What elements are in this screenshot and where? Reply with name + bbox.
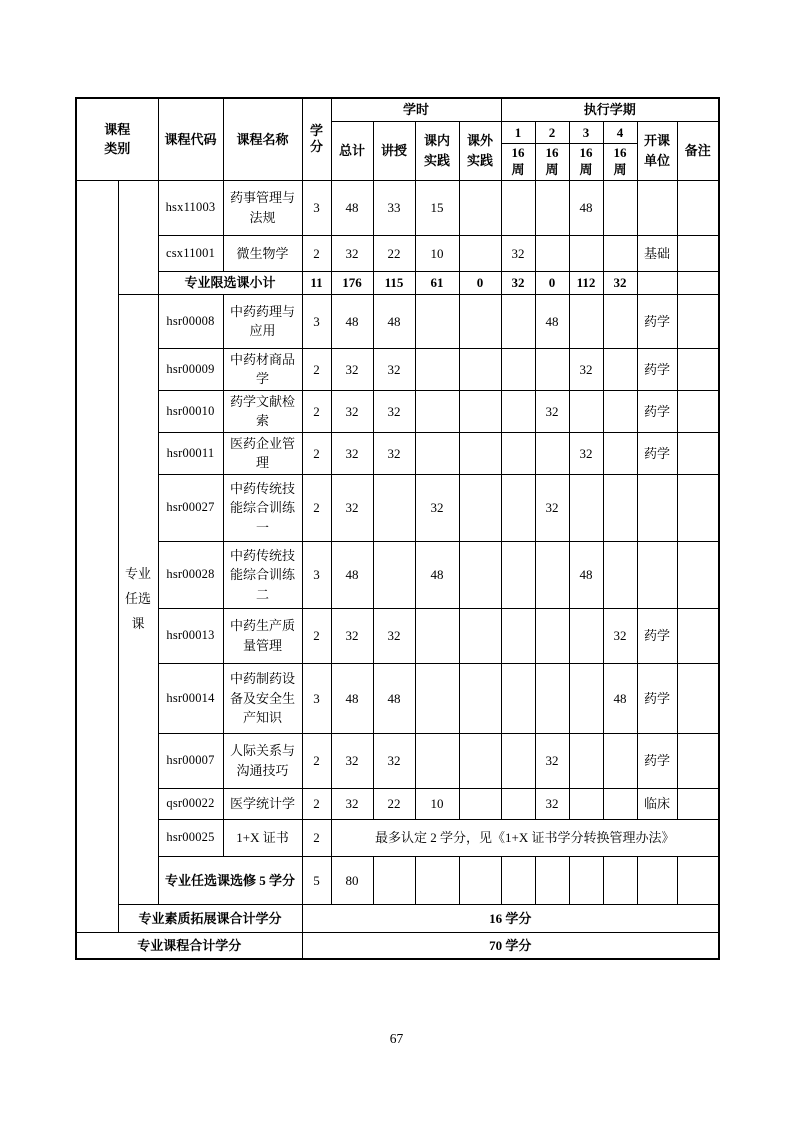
cell-remark: [677, 180, 719, 235]
cell-hours-total: 32: [331, 788, 373, 819]
cell-sem-3: [569, 390, 603, 432]
cell-course-name: 药学文献检索: [223, 390, 302, 432]
col-header-code: 课程代码: [158, 98, 223, 180]
cell-sem-4: [603, 788, 637, 819]
cell-course-code: hsr00008: [158, 294, 223, 348]
cell-sem-4: [603, 733, 637, 788]
total-value: 70 学分: [302, 932, 719, 959]
cell-practice-in: [415, 856, 459, 904]
cell-course-name: 人际关系与沟通技巧: [223, 733, 302, 788]
cell-hours-lecture: [373, 856, 415, 904]
cell-remark: [677, 788, 719, 819]
cell-hours-total: 48: [331, 663, 373, 733]
col-header-practice-out: 课外实践: [459, 121, 501, 180]
cell-practice-out: 0: [459, 271, 501, 294]
cell-sem-2: [535, 180, 569, 235]
cell-sem-1: [501, 541, 535, 608]
cell-sem-2: [535, 348, 569, 390]
cell-sem-1: [501, 432, 535, 474]
cell-practice-out: [459, 541, 501, 608]
cell-sem-2: 32: [535, 474, 569, 541]
course-row-certificate: [76, 819, 719, 856]
col-header-practice-in: 课内实践: [415, 121, 459, 180]
course-row: [76, 432, 719, 474]
cell-credit: 5: [302, 856, 331, 904]
cell-course-code: hsr00014: [158, 663, 223, 733]
cell-sem-2: 32: [535, 390, 569, 432]
course-row: [76, 180, 719, 235]
cell-credit: 2: [302, 474, 331, 541]
cell-practice-in: [415, 733, 459, 788]
cell-unit: 药学: [637, 663, 677, 733]
cell-hours-lecture: 115: [373, 271, 415, 294]
cell-course-name: 中药生产质量管理: [223, 608, 302, 663]
cell-sem-2: 32: [535, 733, 569, 788]
course-row: [76, 348, 719, 390]
cell-hours-lecture: 48: [373, 294, 415, 348]
cell-course-name: 中药药理与应用: [223, 294, 302, 348]
cell-sem-3: 32: [569, 432, 603, 474]
col-header-name: 课程名称: [223, 98, 302, 180]
cell-practice-out: [459, 432, 501, 474]
cell-sem-4: [603, 541, 637, 608]
cell-course-name: 药事管理与法规: [223, 180, 302, 235]
cell-practice-out: [459, 663, 501, 733]
cell-sem-2: 0: [535, 271, 569, 294]
subtotal-row-professional-electives: [76, 856, 719, 904]
cell-unit: [637, 541, 677, 608]
col-header-semester-group: 执行学期: [501, 98, 719, 121]
cell-course-code: hsr00013: [158, 608, 223, 663]
cell-unit: 药学: [637, 432, 677, 474]
cell-unit: 药学: [637, 733, 677, 788]
cell-credit: 2: [302, 235, 331, 271]
cell-remark: [677, 856, 719, 904]
cell-remark: [677, 294, 719, 348]
cell-unit: [637, 474, 677, 541]
cell-sem-2: 48: [535, 294, 569, 348]
cell-practice-in: 32: [415, 474, 459, 541]
cell-practice-in: 15: [415, 180, 459, 235]
cell-sem-4: [603, 474, 637, 541]
cell-sem-2: [535, 856, 569, 904]
cell-remark: [677, 271, 719, 294]
cell-sem-1: [501, 856, 535, 904]
cell-credit: 3: [302, 180, 331, 235]
total-label: 专业素质拓展课合计学分: [118, 904, 302, 932]
cell-hours-total: 32: [331, 474, 373, 541]
cell-hours-total: 32: [331, 348, 373, 390]
cell-practice-in: 10: [415, 235, 459, 271]
category-cell-professional-electives: 专业任选课: [118, 294, 158, 904]
cell-remark: [677, 235, 719, 271]
cell-hours-total: 32: [331, 390, 373, 432]
cell-course-code: hsr00028: [158, 541, 223, 608]
col-header-sem-1: 1: [501, 121, 535, 144]
cell-course-name: 中药材商品学: [223, 348, 302, 390]
cell-credit: 2: [302, 348, 331, 390]
cell-course-code: qsr00022: [158, 788, 223, 819]
cell-course-code: hsx11003: [158, 180, 223, 235]
cell-course-name: 中药制药设备及安全生产知识: [223, 663, 302, 733]
cell-sem-3: [569, 788, 603, 819]
course-row: [76, 294, 719, 348]
col-header-weeks-2: 16周: [535, 144, 569, 181]
cell-hours-lecture: 48: [373, 663, 415, 733]
cell-course-code: hsr00010: [158, 390, 223, 432]
cell-sem-1: [501, 348, 535, 390]
cell-sem-4: [603, 294, 637, 348]
cell-sem-4: [603, 856, 637, 904]
cell-sem-4: 32: [603, 271, 637, 294]
cell-practice-out: [459, 856, 501, 904]
cell-credit: 3: [302, 294, 331, 348]
cell-practice-in: [415, 390, 459, 432]
cell-sem-3: [569, 474, 603, 541]
cell-practice-out: [459, 608, 501, 663]
cell-practice-in: [415, 348, 459, 390]
cell-practice-in: [415, 294, 459, 348]
cell-remark: [677, 663, 719, 733]
subtotal-row-limited-electives: [76, 271, 719, 294]
cell-sem-1: [501, 294, 535, 348]
cell-sem-4: [603, 348, 637, 390]
col-header-category: 课程类别: [76, 98, 158, 180]
page-number: 67: [389, 1031, 404, 1046]
col-header-weeks-1: 16周: [501, 144, 535, 181]
cell-sem-1: [501, 733, 535, 788]
cell-hours-lecture: 22: [373, 235, 415, 271]
cell-course-name: 中药传统技能综合训练二: [223, 541, 302, 608]
cell-hours-lecture: 32: [373, 348, 415, 390]
cell-practice-in: 48: [415, 541, 459, 608]
cell-hours-lecture: 33: [373, 180, 415, 235]
cell-hours-total: 32: [331, 733, 373, 788]
col-header-sem-2: 2: [535, 121, 569, 144]
cell-hours-lecture: [373, 541, 415, 608]
course-row: [76, 390, 719, 432]
cell-practice-out: [459, 390, 501, 432]
subtotal-label: 专业任选课选修 5 学分: [158, 856, 302, 904]
cell-unit: 药学: [637, 390, 677, 432]
cell-sem-1: [501, 608, 535, 663]
cell-course-name: 医药企业管理: [223, 432, 302, 474]
cell-hours-total: 32: [331, 608, 373, 663]
cell-hours-total: 32: [331, 235, 373, 271]
header-row-1: [76, 98, 719, 121]
cell-sem-4: [603, 180, 637, 235]
cell-hours-total: 80: [331, 856, 373, 904]
cell-sem-3: 48: [569, 541, 603, 608]
cell-certificate-note: 最多认定 2 学分，见《1+X 证书学分转换管理办法》: [331, 819, 719, 856]
cell-course-code: hsr00009: [158, 348, 223, 390]
course-row: [76, 608, 719, 663]
total-row-professional-courses: [76, 932, 719, 959]
cell-practice-in: 61: [415, 271, 459, 294]
cell-sem-3: [569, 235, 603, 271]
col-header-sem-3: 3: [569, 121, 603, 144]
cell-hours-lecture: 32: [373, 390, 415, 432]
cell-practice-out: [459, 733, 501, 788]
course-row: [76, 235, 719, 271]
cell-hours-lecture: [373, 474, 415, 541]
category-inner-cell: [118, 180, 158, 294]
cell-remark: [677, 541, 719, 608]
cell-credit: 2: [302, 390, 331, 432]
cell-hours-lecture: 32: [373, 733, 415, 788]
cell-sem-3: [569, 856, 603, 904]
cell-sem-1: 32: [501, 235, 535, 271]
total-row-quality-expansion: [76, 904, 719, 932]
course-row: [76, 541, 719, 608]
cell-hours-lecture: 22: [373, 788, 415, 819]
col-header-lecture: 讲授: [373, 121, 415, 180]
cell-credit: 11: [302, 271, 331, 294]
cell-remark: [677, 390, 719, 432]
cell-remark: [677, 432, 719, 474]
col-header-weeks-4: 16周: [603, 144, 637, 181]
cell-practice-out: [459, 474, 501, 541]
cell-course-name: 医学统计学: [223, 788, 302, 819]
cell-course-name: 1+X 证书: [223, 819, 302, 856]
cell-sem-1: 32: [501, 271, 535, 294]
col-header-weeks-3: 16周: [569, 144, 603, 181]
cell-sem-2: [535, 608, 569, 663]
cell-hours-lecture: 32: [373, 608, 415, 663]
cell-course-name: 中药传统技能综合训练一: [223, 474, 302, 541]
cell-practice-out: [459, 348, 501, 390]
cell-remark: [677, 733, 719, 788]
cell-sem-3: [569, 733, 603, 788]
cell-hours-total: 32: [331, 432, 373, 474]
cell-course-code: hsr00025: [158, 819, 223, 856]
cell-unit: 药学: [637, 348, 677, 390]
course-row: [76, 788, 719, 819]
cell-sem-3: 48: [569, 180, 603, 235]
total-value: 16 学分: [302, 904, 719, 932]
cell-course-name: 微生物学: [223, 235, 302, 271]
col-header-sem-4: 4: [603, 121, 637, 144]
subtotal-label: 专业限选课小计: [158, 271, 302, 294]
cell-practice-in: 10: [415, 788, 459, 819]
cell-unit: 药学: [637, 608, 677, 663]
cell-hours-total: 48: [331, 294, 373, 348]
cell-practice-in: [415, 608, 459, 663]
cell-sem-3: 112: [569, 271, 603, 294]
cell-unit: 药学: [637, 294, 677, 348]
cell-practice-out: [459, 294, 501, 348]
cell-sem-1: [501, 663, 535, 733]
cell-credit: 2: [302, 432, 331, 474]
cell-credit: 2: [302, 819, 331, 856]
cell-sem-1: [501, 390, 535, 432]
cell-sem-3: [569, 608, 603, 663]
cell-sem-2: [535, 235, 569, 271]
cell-unit: 临床: [637, 788, 677, 819]
cell-sem-2: 32: [535, 788, 569, 819]
cell-practice-out: [459, 788, 501, 819]
cell-sem-4: [603, 390, 637, 432]
course-row: [76, 474, 719, 541]
cell-hours-total: 48: [331, 180, 373, 235]
cell-practice-out: [459, 180, 501, 235]
col-header-hours-group: 学时: [331, 98, 501, 121]
course-row: [76, 733, 719, 788]
cell-course-code: hsr00011: [158, 432, 223, 474]
cell-credit: 2: [302, 733, 331, 788]
cell-sem-3: [569, 663, 603, 733]
cell-unit: 基础: [637, 235, 677, 271]
cell-remark: [677, 474, 719, 541]
cell-credit: 2: [302, 608, 331, 663]
cell-credit: 2: [302, 788, 331, 819]
cell-practice-in: [415, 432, 459, 474]
col-header-remark: 备注: [677, 121, 719, 180]
cell-sem-2: [535, 663, 569, 733]
cell-hours-total: 176: [331, 271, 373, 294]
cell-course-code: hsr00007: [158, 733, 223, 788]
col-header-credit: 学分: [302, 98, 331, 180]
cell-credit: 3: [302, 663, 331, 733]
total-label: 专业课程合计学分: [76, 932, 302, 959]
col-header-unit: 开课单位: [637, 121, 677, 180]
cell-sem-3: 32: [569, 348, 603, 390]
cell-sem-1: [501, 180, 535, 235]
cell-sem-2: [535, 432, 569, 474]
col-header-total: 总计: [331, 121, 373, 180]
cell-sem-2: [535, 541, 569, 608]
cell-unit: [637, 856, 677, 904]
cell-course-code: hsr00027: [158, 474, 223, 541]
cell-sem-4: 48: [603, 663, 637, 733]
cell-sem-4: 32: [603, 608, 637, 663]
cell-credit: 3: [302, 541, 331, 608]
course-row: [76, 663, 719, 733]
category-outer-cell: [76, 180, 118, 932]
cell-remark: [677, 608, 719, 663]
cell-hours-total: 48: [331, 541, 373, 608]
cell-sem-1: [501, 474, 535, 541]
cell-practice-in: [415, 663, 459, 733]
cell-unit: [637, 180, 677, 235]
cell-sem-3: [569, 294, 603, 348]
cell-remark: [677, 348, 719, 390]
cell-sem-1: [501, 788, 535, 819]
cell-course-code: csx11001: [158, 235, 223, 271]
cell-unit: [637, 271, 677, 294]
cell-practice-out: [459, 235, 501, 271]
cell-sem-4: [603, 432, 637, 474]
cell-hours-lecture: 32: [373, 432, 415, 474]
cell-sem-4: [603, 235, 637, 271]
curriculum-table: [75, 97, 720, 960]
